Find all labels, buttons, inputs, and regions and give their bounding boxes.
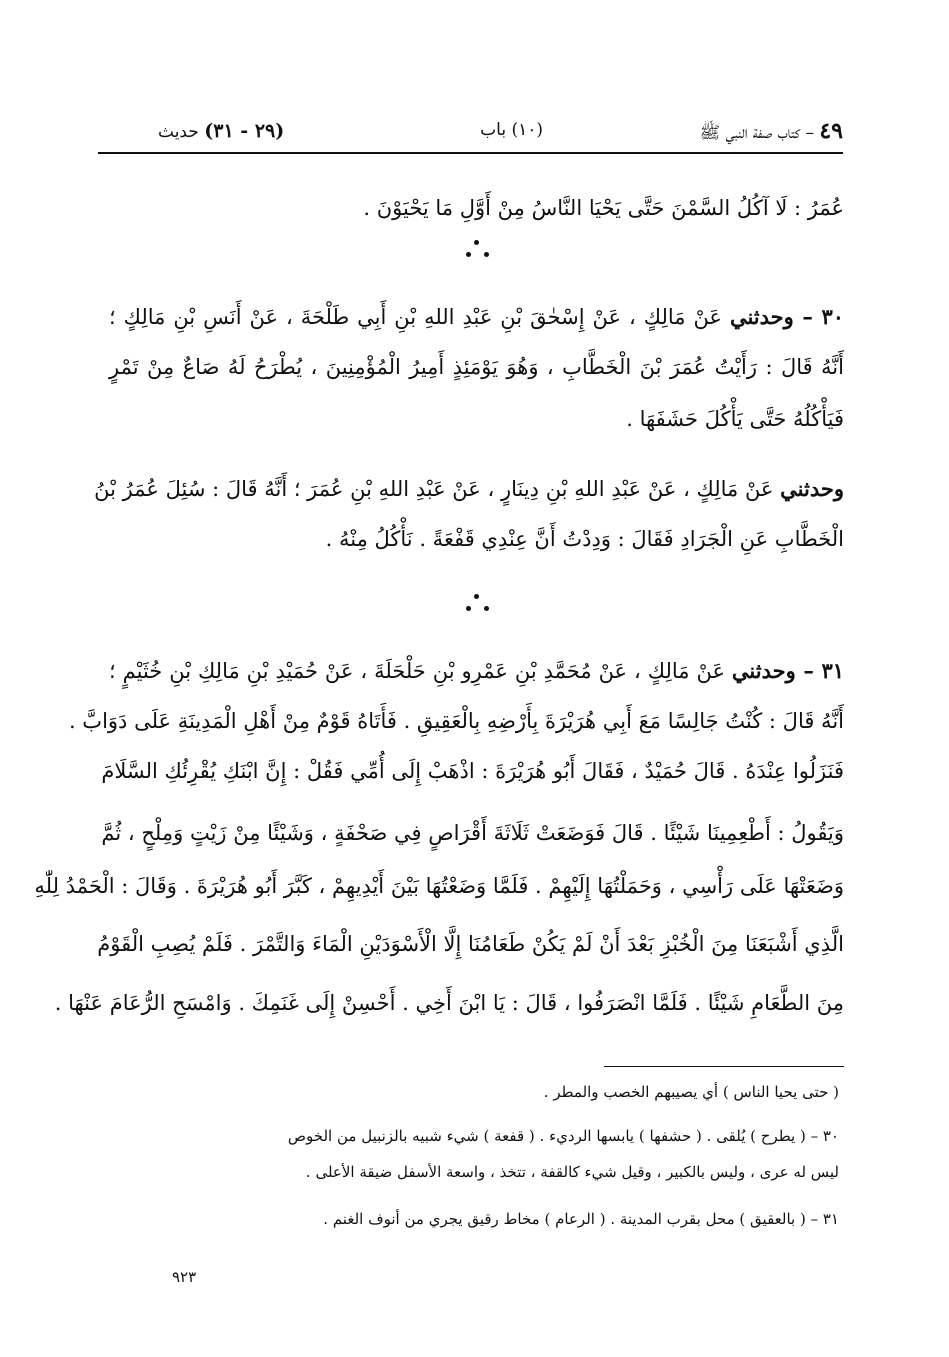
text-line: عُمَرُ : لَا آكُلُ السَّمْنَ حَتَّى يَحْيَا النَّاسُ مِنْ أَوَّلِ مَا يَحْيَوْنَ . [363,196,844,220]
book-title [700,118,843,147]
running-header [98,112,843,154]
hadith-30-line-2: أَنَّهُ قَالَ : رَأَيْتُ عُمَرَ بْنَ الْخَطَّابِ ، وَهُوَ يَوْمَئِذٍ أَمِيرُ الْمُؤْمِنِينَ ، يُطْرَحُ لَهُ صَاعٌ مِنْ تَمْرٍ [109,355,844,379]
hadith-30b-text-1: عَنْ مَالِكٍ ، عَنْ عَبْدِ اللهِ بْنِ دِينَارٍ ، عَنْ عَبْدِ اللهِ بْنِ عُمَرَ ؛ أَنَّهُ قَالَ : سُئِلَ عُمَرُ بْنُ [94,477,774,501]
footnote-line: ٣٠ – ( يطرح ) يُلقى . ( حشفها ) يابسها الرديء . ( قفعة ) شيء شبيه بالزنبيل من الخوص [287,1127,839,1145]
footnote-line: ٣١ – ( بالعقيق ) محل بقرب المدينة . ( الرعام ) مخاط رقيق يجري من أنوف الغنم . [323,1210,839,1228]
hadith-30b-number: وحدثني [780,476,844,501]
footnote-line: ( حتى يحيا الناس ) أي يصيبهم الخصب والمطر . [543,1083,839,1101]
hadith-30-number: ٣٠ – وحدثني [729,304,845,329]
hadith-31-number: ٣١ – وحدثني [731,658,844,683]
hadith-31-line-2: أَنَّهُ قَالَ : كُنْتُ جَالِسًا مَعَ أَبِي هُرَيْرَةَ بِأَرْضِهِ بِالْعَقِيقِ . فَأَتَاهُ قَوْمٌ مِنْ أَهْلِ الْمَدِينَةِ عَلَى دَوَابَّ . [68,709,844,733]
book-number: ٤٩ [819,118,843,144]
section-separator [462,238,492,264]
hadith-31-text-1: عَنْ مَالِكٍ ، عَنْ مُحَمَّدِ بْنِ عَمْرِو بْنِ حَلْحَلَةَ ، عَنْ حُمَيْدِ بْنِ مَالِكِ بْنِ خُثَيْمٍ ؛ [109,659,725,683]
footnote-line: ليس له عرى ، وليس بالكبير ، وقيل شيء كالقفة ، تتخذ ، واسعة الأسفل ضيقة الأعلى . [305,1163,839,1181]
hadith-30b-line-1 [94,474,844,504]
hadith-31-line-1 [109,656,844,686]
hadith-31-line-7: مِنَ الطَّعَامِ شَيْئًا . فَلَمَّا انْصَرَفُوا ، قَالَ : يَا ابْنَ أَخِي . أَحْسِنْ إِلَى غَنَمِكَ . وَامْسَحِ الرُّعَامَ عَنْهَا . [54,991,844,1015]
page-number: ٩٢٣ [172,1268,197,1286]
hadith-31-line-6: الَّذِي أَشْبَعَنَا مِنَ الْخُبْزِ بَعْدَ أَنْ لَمْ يَكُنْ طَعَامُنَا إِلَّا الْأَسْوَدَيْنِ الْمَاءَ وَالتَّمْرَ . فَلَمْ يُصِبِ الْقَوْمُ [97,932,844,956]
book-title-text: – كتاب صفة النبي ﷺ [699,123,814,143]
hadith-30-text-1: عَنْ مَالِكٍ ، عَنْ إِسْحٰقَ بْنِ عَبْدِ اللهِ بْنِ أَبِي طَلْحَةَ ، عَنْ أَنَسِ بْنِ مَالِكٍ ؛ [109,305,722,329]
section-separator [462,592,492,618]
hadith-31-line-3: فَنَزَلُوا عِنْدَهُ . قَالَ حُمَيْدٌ ، فَقَالَ أَبُو هُرَيْرَةَ : اذْهَبْ إِلَى أُمِّي فَقُلْ : إِنَّ ابْنَكِ يُقْرِئُكِ السَّلَامَ [101,759,844,783]
hadith-31-line-4: وَيَقُولُ : أَطْعِمِينَا شَيْئًا . قَالَ فَوَضَعَتْ ثَلَاثَةَ أَقْرَاصٍ فِي صَحْفَةٍ ، وَشَيْئًا مِنْ زَيْتٍ وَمِلْحٍ ، ثُمَّ [101,821,844,845]
footnote-divider [604,1066,844,1067]
hadith-30-line-1 [109,302,844,332]
hadith-31-line-5: وَضَعَتْهَا عَلَى رَأْسِي ، وَحَمَلْتُهَا إِلَيْهِمْ . فَلَمَّا وَضَعْتُهَا بَيْنَ أَيْدِيهِمْ ، كَبَّرَ أَبُو هُرَيْرَةَ . وَقَالَ : الْحَمْدُ لِلّٰهِ [34,874,844,898]
hadith-30b-line-2: الْخَطَّابِ عَنِ الْجَرَادِ فَقَالَ : وَدِدْتُ أَنَّ عِنْدِي قَفْعَةً . نَأْكُلُ مِنْهُ . [325,527,844,551]
hadith-range-label: حديث [158,122,199,142]
hadith-30-line-3: فَيَأْكُلُهُ حَتَّى يَأْكُلَ حَشَفَهَا . [626,407,844,431]
hadith-range-numbers: (٢٩ - ٣١) [204,120,285,142]
hadith-range [158,120,284,142]
chapter-label: (١٠) باب [480,120,543,140]
